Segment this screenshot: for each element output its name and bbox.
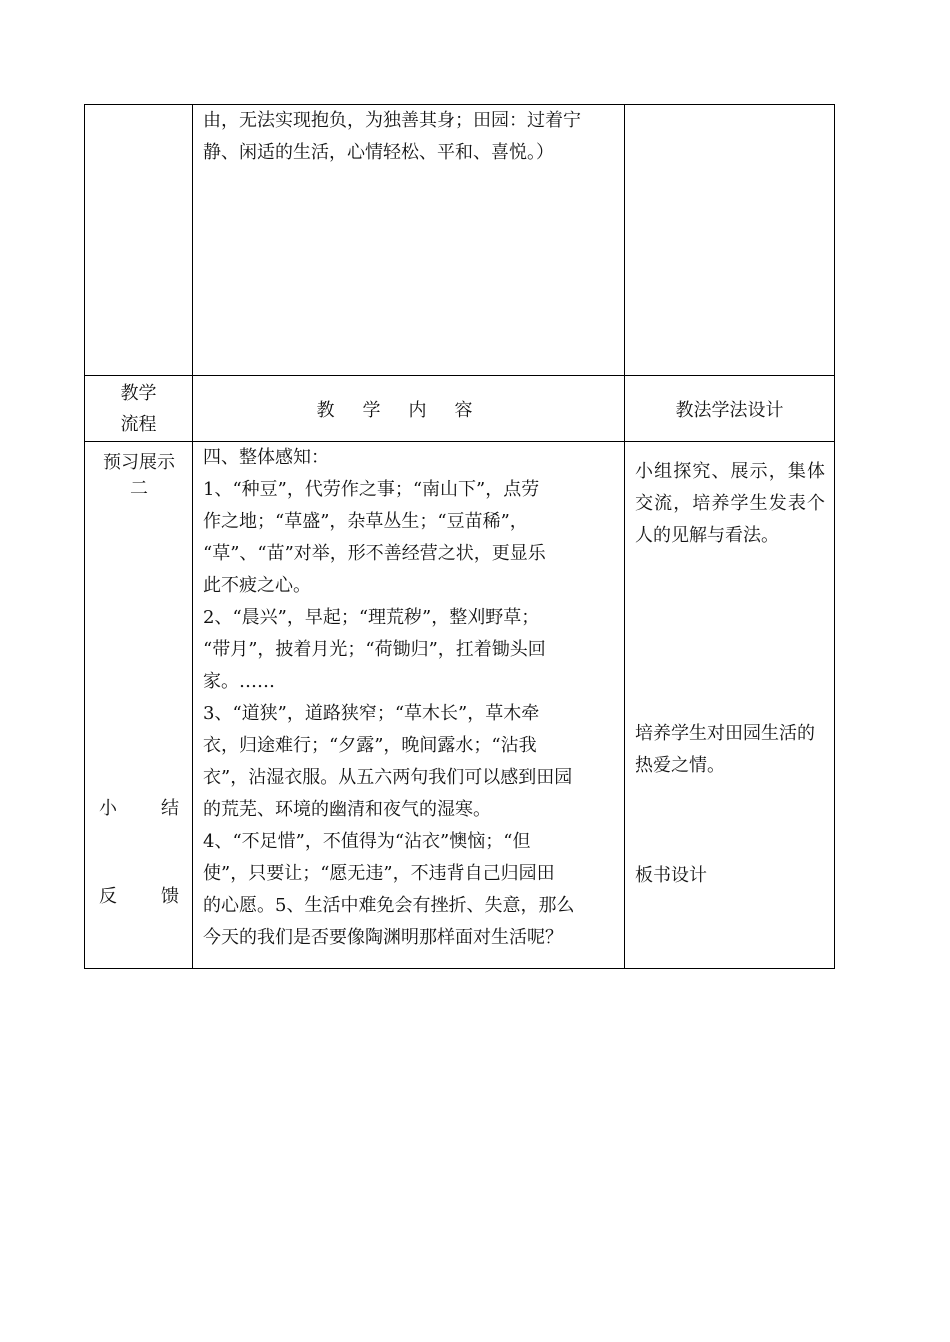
flow-label-feedback-b: 馈 [161,886,179,907]
content-line: 3、“道狭”，道路狭窄；“草木长”，草木牵 [203,703,540,724]
content-line: 4、“不足惜”，不值得为“沾衣”懊恼；“但 [203,831,531,852]
method-note-board: 板书设计 [635,865,707,886]
flow-label-feedback [99,882,179,912]
content-line: 使”，只要让；“愿无违”，不违背自己归园田 [203,863,555,884]
teaching-content-cell [193,442,625,969]
header-flow-line1: 教学 [120,382,157,404]
content-line: 衣”，沾湿衣服。从五六两句我们可以感到田园 [203,767,573,788]
content-line: 衣，归途难行；“夕露”，晚间露水；“沾我 [203,735,537,756]
table-header-row [85,376,835,442]
content-line: 家。…… [203,671,275,692]
table-row [85,442,835,969]
flow-label-preview: 预习展示 [103,452,175,473]
header-teaching-flow [85,376,193,442]
method-note-love: 培养学生对田园生活的热爱之情。 [635,723,815,776]
content-line: 1、“种豆”，代劳作之事；“南山下”，点劳 [203,479,540,500]
top-content-cell [193,105,625,376]
content-line: 2、“晨兴”，早起；“理荒秽”，整刈野草； [203,607,540,628]
method-design-cell [625,442,835,969]
flow-label-summary [99,794,179,824]
content-line: 由，无法实现抱负，为独善其身；田园：过着宁 [203,110,581,131]
header-teaching-content [193,376,625,442]
content-line: “草”、“苗”对举，形不善经营之状，更显乐 [203,543,546,564]
content-line: 静、闲适的生活，心情轻松、平和、喜悦。） [203,142,554,163]
header-flow-line2: 流程 [120,413,157,435]
content-line: 的荒芜、环境的幽清和夜气的湿寒。 [203,799,491,820]
method-note-group: 小组探究、展示，集体交流，培养学生发表个人的见解与看法。 [635,461,825,546]
flow-label-summary-b: 结 [161,798,179,819]
header-content-label: 教学内容 [316,399,501,421]
content-line: 作之地；“草盛”，杂草丛生；“豆苗稀”， [203,511,528,532]
flow-label-summary-a: 小 [99,798,117,819]
table-row [85,105,835,376]
content-line: 今天的我们是否要像陶渊明那样面对生活呢？ [203,927,563,948]
flow-label-feedback-a: 反 [99,886,117,907]
content-line: 此不疲之心。 [203,575,311,596]
content-line: “带月”，披着月光；“荷锄归”，扛着锄头回 [203,639,546,660]
content-line: 四、整体感知： [203,447,329,468]
header-method-design [625,376,835,442]
flow-cell [85,442,193,969]
lesson-plan-table [84,104,835,969]
top-right-cell [625,105,835,376]
top-left-cell [85,105,193,376]
flow-label-two: 二 [130,478,148,499]
content-line: 的心愿。5、生活中难免会有挫折、失意，那么 [203,895,575,916]
header-method-label: 教法学法设计 [675,399,784,421]
